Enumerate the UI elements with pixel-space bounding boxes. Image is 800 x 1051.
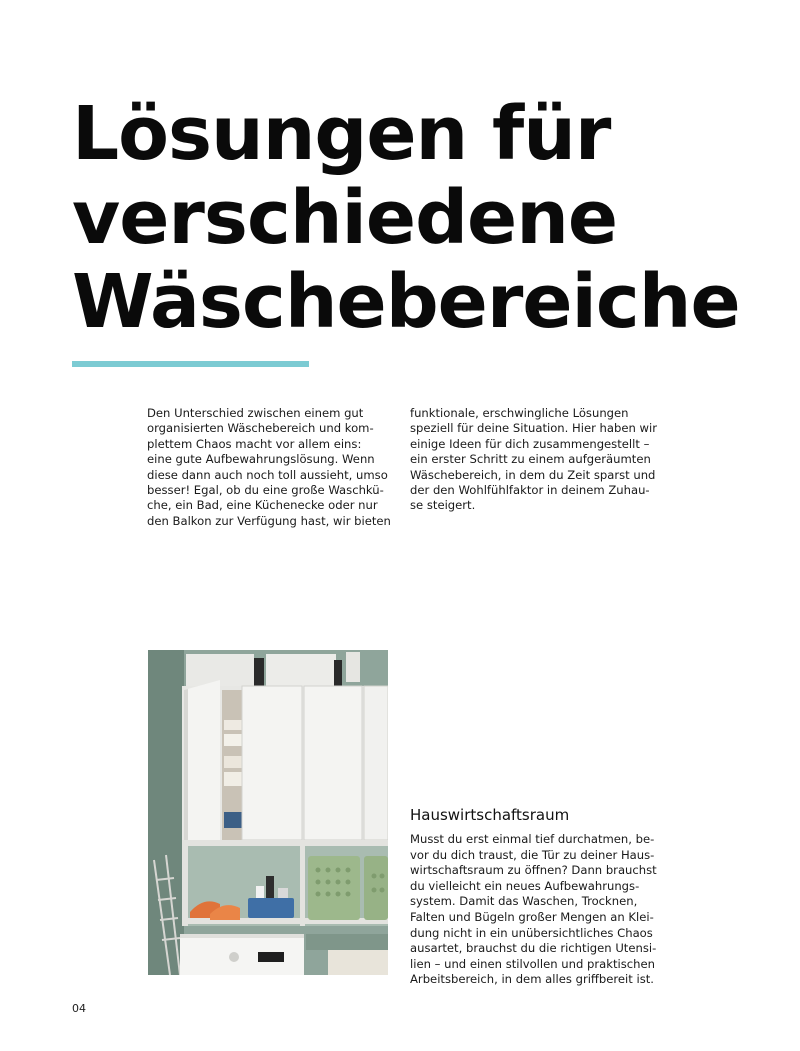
intro-line: besser! Egal, ob du eine große Waschkü-	[147, 483, 384, 498]
body-line: Falten und Bügeln großer Mengen an Klei-	[410, 909, 654, 924]
intro-line: Wäschebereich, in dem du Zeit sparst und	[410, 467, 656, 482]
title-line: verschiedene	[72, 175, 618, 261]
body-line: Musst du erst einmal tief durchatmen, be-	[410, 832, 655, 846]
title-line: Lösungen für	[72, 91, 611, 177]
intro-line: den Balkon zur Verfügung hast, wir bieten	[147, 513, 391, 528]
intro-line: diese dann auch noch toll aussieht, umso	[147, 467, 388, 482]
body-line: dung nicht in ein unübersichtliches Chaos	[410, 925, 653, 940]
intro-line: ein erster Schritt zu einem aufgeräumten	[410, 452, 651, 467]
intro-line: einige Ideen für dich zusammengestellt –	[410, 436, 650, 451]
section-heading: Hauswirtschaftsraum	[410, 806, 570, 824]
page-number: 04	[72, 1002, 86, 1015]
intro-line: speziell für deine Situation. Hier haben wir	[410, 421, 657, 436]
page-title	[72, 92, 772, 344]
intro-line: eine gute Aufbewahrungslösung. Wenn	[147, 452, 375, 467]
section-body	[410, 832, 660, 988]
body-line: ausartet, brauchst du die richtigen Utensi-	[410, 941, 657, 956]
intro-line: funktionale, erschwingliche Lösungen	[410, 406, 629, 420]
intro-line: plettem Chaos macht vor allem eins:	[147, 436, 362, 451]
intro-line: Den Unterschied zwischen einem gut	[147, 406, 364, 420]
intro-column-left	[147, 406, 392, 529]
body-line: vor du dich traust, die Tür zu deiner Haus-	[410, 847, 655, 862]
body-line: Arbeitsbereich, in dem alles griffbereit ist.	[410, 972, 654, 987]
body-line: system. Damit das Waschen, Trocknen,	[410, 894, 638, 909]
title-line: Wäschebereiche	[72, 259, 740, 345]
body-line: du vielleicht ein neues Aufbewahrungs-	[410, 878, 640, 893]
body-line: wirtschaftsraum zu öffnen? Dann brauchst	[410, 863, 657, 878]
laundry-room-photo	[148, 650, 388, 975]
intro-line: che, ein Bad, eine Küchenecke oder nur	[147, 498, 378, 513]
body-line: lien – und einen stilvollen und praktischen	[410, 956, 655, 971]
intro-line: se steigert.	[410, 498, 476, 513]
intro-column-right	[410, 406, 655, 514]
accent-rule	[72, 361, 309, 367]
intro-line: organisierten Wäschebereich und kom-	[147, 421, 374, 436]
intro-line: der den Wohlfühlfaktor in deinem Zuhau-	[410, 483, 650, 498]
